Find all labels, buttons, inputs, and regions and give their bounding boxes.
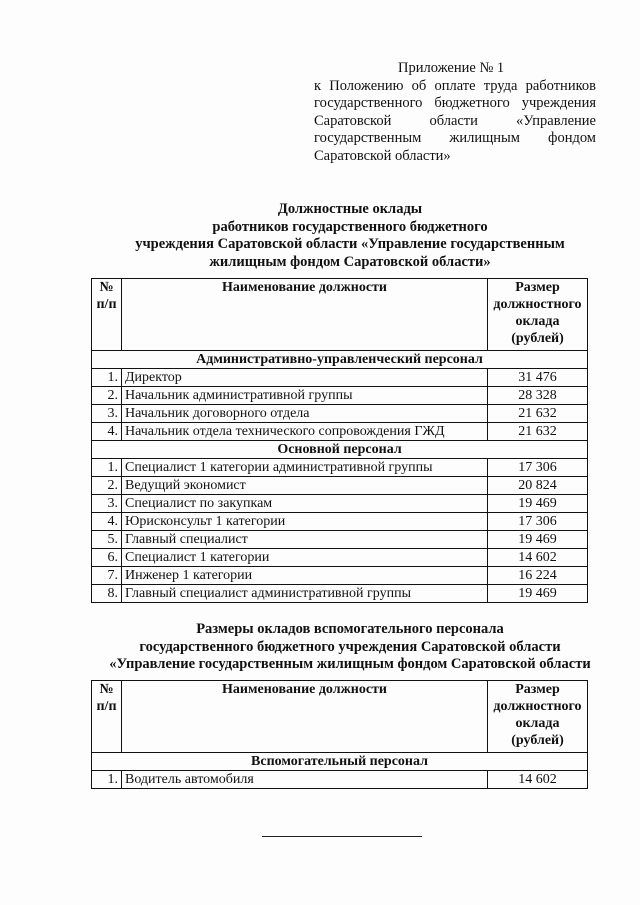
row-number: 4. [92, 513, 122, 531]
position-name: Директор [122, 369, 488, 387]
appendix-line: государственного бюджетного учреждения [314, 95, 596, 111]
row-number: 1. [92, 771, 122, 789]
salary-value: 19 469 [488, 585, 588, 603]
position-name: Юрисконсульт 1 категории [122, 513, 488, 531]
row-number: 3. [92, 405, 122, 423]
row-number: 7. [92, 567, 122, 585]
header-row [92, 279, 588, 351]
row-number: 3. [92, 495, 122, 513]
row-number: 1. [92, 459, 122, 477]
row-number: 2. [92, 387, 122, 405]
salary-value: 20 824 [488, 477, 588, 495]
header-size: Размер должностного оклада (рублей) [488, 681, 588, 753]
row-number: 1. [92, 369, 122, 387]
row-number: 4. [92, 423, 122, 441]
section-row [92, 441, 588, 459]
table-row [92, 387, 588, 405]
appendix-block [314, 60, 596, 165]
section-title: Вспомогательный персонал [92, 753, 588, 771]
table-row [92, 585, 588, 603]
title-line: работников государственного бюджетного [212, 218, 488, 235]
salary-value: 28 328 [488, 387, 588, 405]
header-size: Размер должностного оклада (рублей) [488, 279, 588, 351]
header-row [92, 681, 588, 753]
salary-table-main [91, 278, 588, 603]
salary-value: 19 469 [488, 495, 588, 513]
position-name: Водитель автомобиля [122, 771, 488, 789]
table-row [92, 477, 588, 495]
title-line: государственного бюджетного учреждения Саратовской области [139, 638, 561, 655]
title-line: учреждения Саратовской области «Управление государственным [135, 236, 565, 252]
footer-divider [262, 836, 422, 837]
salary-value: 14 602 [488, 771, 588, 789]
salary-value: 19 469 [488, 531, 588, 549]
table-row [92, 771, 588, 789]
position-name: Специалист 1 категории административной группы [122, 459, 488, 477]
header-num: № п/п [92, 681, 122, 753]
position-name: Начальник договорного отдела [122, 405, 488, 423]
salary-value: 17 306 [488, 459, 588, 477]
section-title: Административно-управленческий персонал [92, 351, 588, 369]
appendix-number: Приложение № 1 [398, 60, 505, 76]
title-line: жилищным фондом Саратовской области» [209, 253, 491, 270]
position-name: Главный специалист административной группы [122, 585, 488, 603]
table-row [92, 405, 588, 423]
title-salaries [60, 201, 640, 271]
section-title: Основной персонал [92, 441, 588, 459]
position-name: Специалист 1 категории [122, 549, 488, 567]
position-name: Ведущий экономист [122, 477, 488, 495]
row-number: 6. [92, 549, 122, 567]
salary-value: 16 224 [488, 567, 588, 585]
position-name: Начальник административной группы [122, 387, 488, 405]
appendix-line: Саратовской области «Управление [314, 112, 596, 129]
section-row [92, 351, 588, 369]
title-line: «Управление государственным жилищным фондом Саратовской области [109, 656, 591, 672]
header-name: Наименование должности [122, 681, 488, 753]
salary-value: 17 306 [488, 513, 588, 531]
title-line: Должностные оклады [277, 201, 423, 217]
table-row [92, 423, 588, 441]
title-line: Размеры окладов вспомогательного персонала [196, 621, 504, 637]
position-name: Специалист по закупкам [122, 495, 488, 513]
title-auxiliary [50, 621, 640, 674]
position-name: Главный специалист [122, 531, 488, 549]
table-row [92, 549, 588, 567]
table-row [92, 369, 588, 387]
position-name: Инженер 1 категории [122, 567, 488, 585]
appendix-line: Саратовской области» [314, 147, 451, 164]
header-num: № п/п [92, 279, 122, 351]
table-row [92, 513, 588, 531]
row-number: 2. [92, 477, 122, 495]
row-number: 8. [92, 585, 122, 603]
table-row [92, 531, 588, 549]
section-row [92, 753, 588, 771]
appendix-line: государственным жилищным фондом [314, 130, 596, 146]
salary-value: 21 632 [488, 405, 588, 423]
table-row [92, 459, 588, 477]
table-row [92, 495, 588, 513]
header-name: Наименование должности [122, 279, 488, 351]
row-number: 5. [92, 531, 122, 549]
salary-value: 21 632 [488, 423, 588, 441]
salary-value: 31 476 [488, 369, 588, 387]
position-name: Начальник отдела технического сопровождения ГЖД [122, 423, 488, 441]
salary-value: 14 602 [488, 549, 588, 567]
salary-table-auxiliary [91, 680, 588, 789]
appendix-line: к Положению об оплате труда работников [314, 77, 596, 94]
table-row [92, 567, 588, 585]
